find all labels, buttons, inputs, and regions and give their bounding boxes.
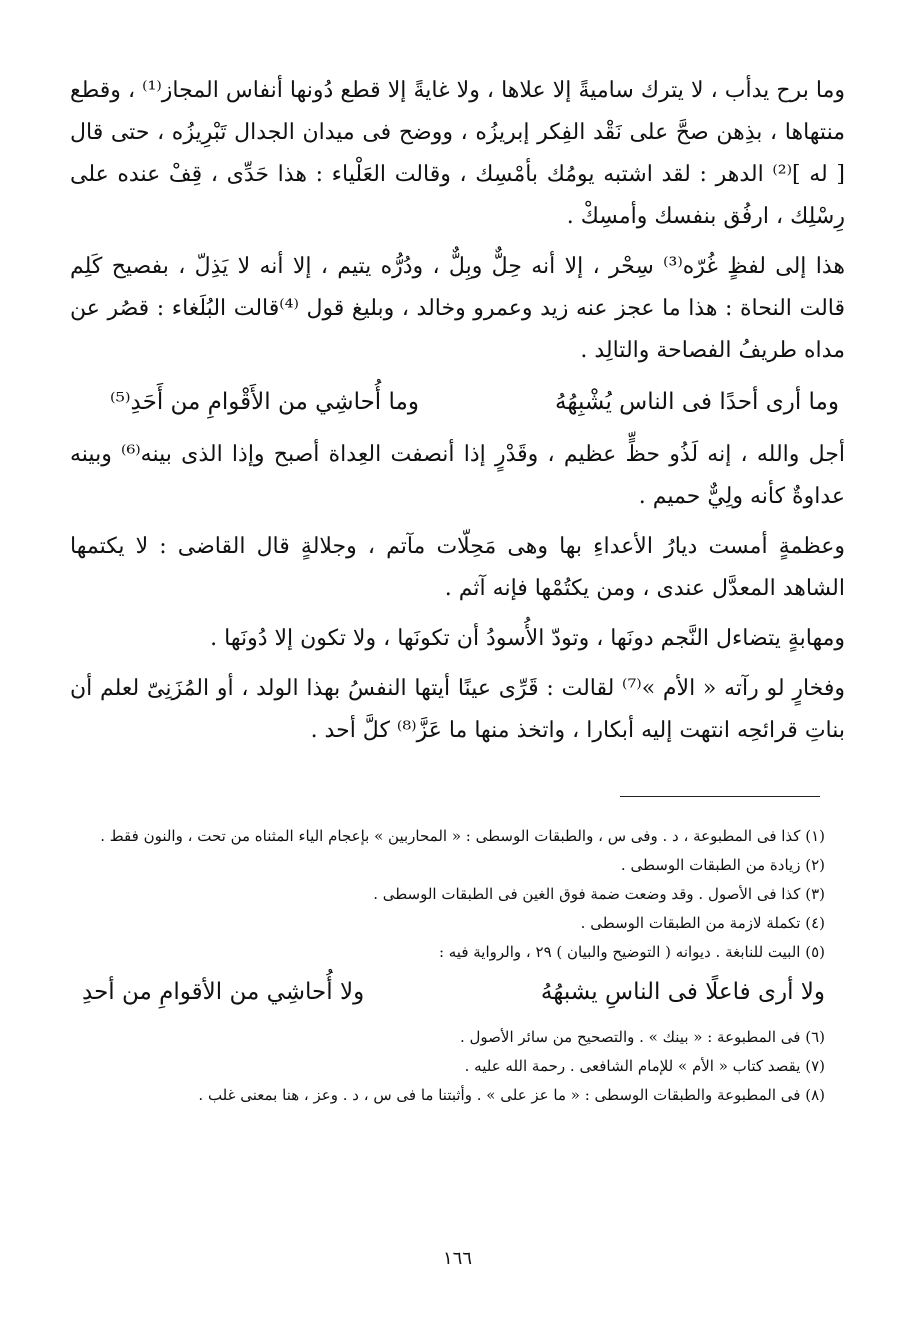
footnote-verse-second-hemistich: ولا أُحاشِي من الأقوامِ من أحدِ <box>82 979 365 1005</box>
footnote-4: (٤) تكملة لازمة من الطبقات الوسطى . <box>580 914 825 932</box>
verse-first-hemistich: وما أرى أحدًا فى الناس يُشْبِهُهُ <box>555 389 839 415</box>
footnote-8: (٨) فى المطبوعة والطبقات الوسطى : « ما عز على » . وأثبتنا ما فى س ، د . وعز ، هنا بمعنى غلب . <box>198 1086 825 1104</box>
paragraph-3: أجل والله ، إنه لَذُو حظٍّ عظيم ، وقَدْرٍ إذا أنصفت العِداة أصبح وإذا الذى بينه⁽⁶⁾ وبينه عداوةٌ كأنه ولِيٌّ حميم . <box>70 442 845 509</box>
paragraph-6: وفخارٍ لو رآته « الأم »⁽⁷⁾ لقالت : قَرِّى عينًا أيتها النفسُ بهذا الولد ، أو المُزَنِىّ لعلم أن بناتِ قرائحِه انتهت إليه أبكارا ، واتخذ منها ما عَزَّ⁽⁸⁾ كلَّ أحد . <box>70 676 845 743</box>
paragraph-1: وما برح يدأب ، لا يترك ساميةً إلا علاها ، ولا غايةً إلا قطع دُونها أنفاس المجاز⁽¹⁾ ، وقطع منتهاها ، بذِهن صحَّ على نَقْد الفِكر إبريزُه ، ووضح فى ميدان الجدال تَبْرِيزُه ، حتى قال [ له ]⁽²⁾ الدهر : لقد اشتبه يومُك بأمْسِك ، وقالت العَلْياء : هذا حَدِّى ، قِفْ عنده على رِسْلِك ، ارفُق بنفسك وأمسِكْ . <box>70 78 845 229</box>
footnote-5-verse <box>72 969 825 1015</box>
footnote-1: (١) كذا فى المطبوعة ، د . وفى س ، والطبقات الوسطى : « المحاربين » بإعجام الياء المثناه من تحت ، والنون فقط . <box>100 827 825 845</box>
poetry-verse <box>70 380 845 424</box>
footnote-verse-first-hemistich: ولا أرى فاعلًا فى الناسِ يشبهُهُ <box>540 979 825 1005</box>
footnote-2: (٢) زيادة من الطبقات الوسطى . <box>620 856 825 874</box>
paragraph-4: وعظمةٍ أمست ديارُ الأعداءِ بها وهى مَحِلّات مآتم ، وجلالةٍ قال القاضى : لا يكتمها الشاهد المعدَّل عندى ، ومن يكتُمْها فإنه آثم . <box>70 534 845 601</box>
footnote-7: (٧) يقصد كتاب « الأم » للإمام الشافعى . رحمة الله عليه . <box>464 1057 825 1075</box>
verse-second-hemistich: وما أُحاشِي من الأَقْوامِ من أَحَدِ⁽⁵⁾ <box>110 389 419 415</box>
footnote-5: (٥) البيت للنابغة . ديوانه ( التوضيح والبيان ) ٢٩ ، والرواية فيه : <box>438 943 825 961</box>
main-text <box>70 70 845 760</box>
page-number: ١٦٦ <box>442 1248 472 1269</box>
footnotes <box>72 822 825 1110</box>
footnote-separator <box>620 796 820 797</box>
footnote-3: (٣) كذا فى الأصول . وقد وضعت ضمة فوق الغين فى الطبقات الوسطى . <box>373 885 825 903</box>
paragraph-5: ومهابةٍ يتضاءل النَّجم دونَها ، وتودّ الأُسودُ أن تكونَها ، ولا تكون إلا دُونَها . <box>210 626 845 651</box>
footnote-6: (٦) فى المطبوعة : « بينك » . والتصحيح من سائر الأصول . <box>459 1028 825 1046</box>
paragraph-2: هذا إلى لفظٍ غُرّه⁽³⁾ سِحْر ، إلا أنه حِلٌّ وبِلٌّ ، ودُرُّه يتيم ، إلا أنه لا يَذِلّ ، بفصيح كَلِم قالت النحاة : هذا ما عجز عنه زيد وعمرو وخالد ، وبليغ قول ⁽⁴⁾قالت البُلَغاء : قصُر عن مداه طريفُ الفصاحة والتالِد . <box>70 254 845 363</box>
